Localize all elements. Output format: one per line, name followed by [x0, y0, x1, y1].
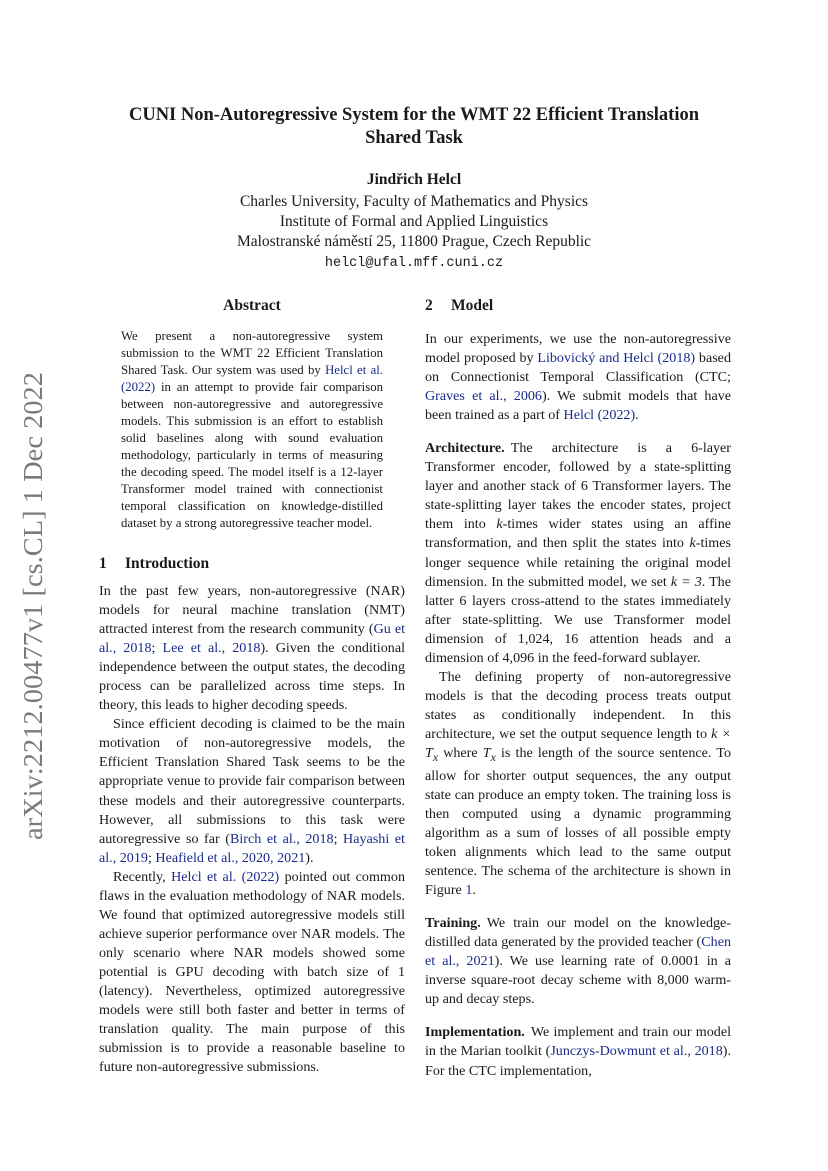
paragraph-text: In our experiments, we use the non-autoregressive model proposed by	[425, 331, 731, 367]
math-subscript: x	[432, 750, 439, 764]
run-in-heading: Implementation.	[425, 1024, 525, 1041]
paragraph-text: We train our model on the knowledge-distilled data generated by the provided teacher (	[425, 915, 731, 951]
citation-link[interactable]: Heafield et al., 2020, 2021	[155, 849, 306, 866]
section-number: 2	[425, 297, 433, 314]
math-expression: k = 3	[670, 573, 702, 590]
affiliation-line-1: Charles University, Faculty of Mathematics and Physics	[239, 193, 589, 210]
paragraph-text: . The latter 6 layers cross-attend to the states immediately after state-splitting. We use Transformer model dimension of 1,024, 16 attention heads and a dimension of 4,096 in the feed-forward sublayer.	[425, 573, 731, 666]
paragraph-text: Recently,	[113, 868, 172, 885]
paper-title: CUNI Non-Autoregressive System for the WMT 22 Efficient Translation Shared Task	[128, 105, 700, 148]
paragraph-text: We implement and train our model in the Marian toolkit (	[425, 1024, 731, 1060]
section-heading-model	[425, 296, 731, 316]
citation-link[interactable]: Birch et al., 2018	[229, 830, 334, 847]
abstract-text: We present a non-autoregressive system submission to the WMT 22 Efficient Translation Shared Task. Our system was used by	[121, 329, 383, 377]
right-column	[425, 296, 731, 1081]
section-title: Model	[451, 297, 494, 314]
paragraph-architecture	[425, 439, 731, 668]
paragraph-text: ;	[333, 830, 344, 847]
math-symbol: T	[482, 744, 491, 761]
paragraph	[99, 868, 405, 1078]
paragraph-text: ;	[147, 849, 156, 866]
paragraph-text: ). We use learning rate of 0.0001 in a inverse square-root decay scheme with 8,000 warm-up and decay steps.	[425, 953, 731, 1008]
paragraph-text: based on Connectionist Temporal Classification (CTC;	[425, 350, 731, 386]
author-block	[100, 170, 728, 274]
paragraph-text: The defining property of non-autoregressive models is that the decoding process treats output states as conditionally independent. In this architecture, we set the output sequence length to	[425, 668, 731, 742]
author-name: Jindřich Helcl	[366, 171, 462, 188]
paragraph	[99, 715, 405, 867]
section-heading-introduction	[99, 554, 405, 574]
affiliation-line-3: Malostranské náměstí 25, 11800 Prague, Czech Republic	[236, 233, 592, 250]
figure-link[interactable]: 1	[465, 882, 473, 899]
abstract-body	[121, 328, 383, 532]
author-email[interactable]: helcl@ufal.mff.cuni.cz	[324, 256, 504, 271]
arxiv-stamp	[8, 370, 54, 840]
paragraph-text: ). For the CTC implementation,	[425, 1043, 731, 1079]
arxiv-stamp-text: arXiv:2212.00477v1 [cs.CL] 1 Dec 2022	[18, 396, 48, 840]
math-expression: k × T	[425, 725, 731, 761]
section-title: Introduction	[125, 555, 210, 572]
paragraph-text: .	[472, 882, 476, 899]
left-column	[99, 296, 405, 1077]
citation-link[interactable]: Hayashi et al., 2019	[99, 830, 405, 866]
paragraph-text: .	[635, 407, 639, 424]
math-subscript: x	[490, 750, 496, 764]
paragraph-text: -times longer sequence while retaining the original model dimension. In the submitted model, we set	[425, 535, 731, 590]
paragraph-text: ).	[305, 849, 314, 866]
paragraph-implementation	[425, 1023, 731, 1080]
citation-link[interactable]: Junczys-Dowmunt et al., 2018	[550, 1043, 723, 1060]
paragraph	[99, 582, 405, 715]
citation-link[interactable]: Helcl (2022)	[563, 407, 636, 424]
paragraph-text: Since efficient decoding is claimed to be the main motivation of non-autoregressive models, the Efficient Translation Shared Task seems to be the appropriate venue to provide fair comparison between these models and their autoregressive counterparts. However, all submissions to this task were autoregressive so far (	[99, 716, 405, 847]
paragraph-text: -times wider states using an affine transformation, and then split the states into	[425, 516, 731, 552]
paragraph-text: ). We submit models that have been trained as a part of	[425, 388, 731, 424]
paragraph-text: where	[438, 744, 483, 761]
citation-link[interactable]: Helcl et al. (2022)	[171, 868, 280, 885]
paragraph-training	[425, 914, 731, 1009]
paragraph-text: is the length of the source sentence. To allow for shorter output sequences, the any output state can produce an empty token. The training loss is then computed using a dynamic programming algorithm as a sum of losses of all possible empty token alignments which lead to the same output sentence. The schema of the architecture is shown in Figure	[425, 744, 731, 899]
paragraph-text: In the past few years, non-autoregressive (NAR) models for neural machine translation (NMT) attracted interest from the research community (	[99, 583, 405, 638]
citation-link[interactable]: Gu et al., 2018	[99, 621, 405, 657]
run-in-heading: Architecture.	[425, 440, 505, 457]
affiliation-line-2: Institute of Formal and Applied Linguistics	[279, 213, 549, 230]
math-symbol: k	[496, 516, 503, 533]
abstract-heading: Abstract	[223, 297, 281, 314]
abstract-text: in an attempt to provide fair comparison between non-autoregressive and autoregressive models. This submission is an effort to establish solid baselines along with sound evaluation methodology, particularly in terms of measuring the decoding speed. The model itself is a 12-layer Transformer model trained with connectionist temporal classification on knowledge-distilled dataset by a strong autoregressive teacher model.	[121, 380, 383, 530]
paragraph-text: pointed out common flaws in the evaluation methodology of NAR models. We found that optimized autoregressive models still achieve superior performance over NAR models. The only scenario where NAR models showed some potential is GPU decoding with batch size of 1 (latency). Nevertheless, optimized autoregressive models were still both faster and better in terms of translation quality. The main purpose of this submission is to provide a reasonable baseline to future non-autoregressive submissions.	[99, 868, 405, 1076]
citation-link[interactable]: Graves et al., 2006	[425, 388, 542, 405]
citation-link[interactable]: Libovický and Helcl (2018)	[537, 350, 696, 367]
citation-link[interactable]: Lee et al., 2018	[162, 640, 261, 657]
section-number: 1	[99, 555, 107, 572]
paragraph-text: ). Given the conditional independence between the output states, the decoding process can be parallelized across time steps. In theory, this leads to higher decoding speeds.	[99, 640, 405, 714]
paragraph	[425, 668, 731, 900]
run-in-heading: Training.	[425, 915, 481, 932]
citation-link[interactable]: Chen et al., 2021	[425, 934, 731, 970]
math-symbol: k	[689, 535, 696, 552]
citation-link[interactable]: Helcl et al. (2022)	[121, 363, 384, 394]
paragraph-text: The architecture is a 6-layer Transformer encoder, followed by a state-splitting layer and another stack of 6 Transformer layers. The state-splitting layer takes the encoder states, project them into	[425, 440, 731, 533]
paragraph-text: ;	[151, 640, 163, 657]
paragraph	[425, 330, 731, 425]
